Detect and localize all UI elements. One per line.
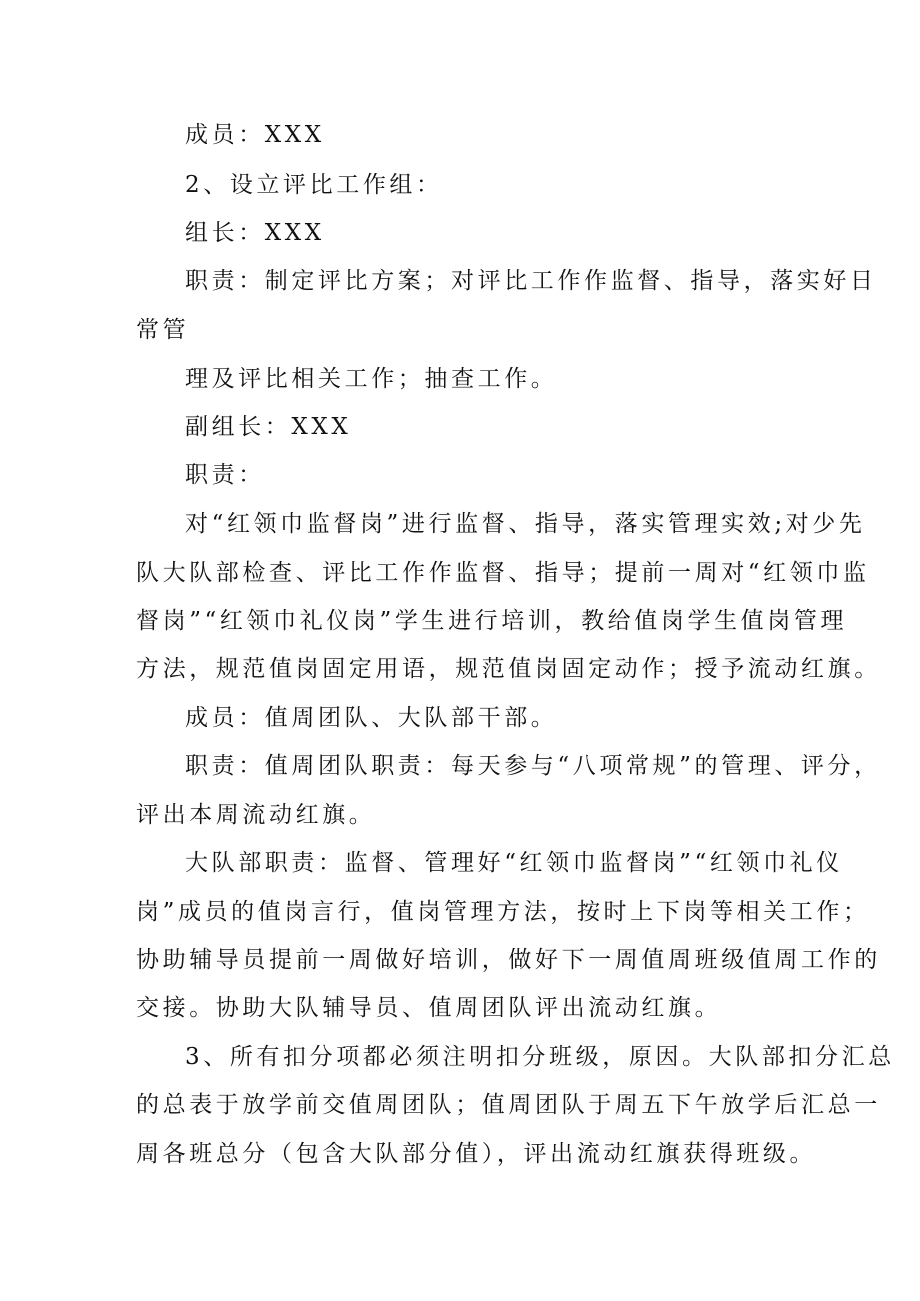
leader-duties-line-3: 理及评比相关工作；抽查工作。 xyxy=(185,366,558,392)
members-line-1: 成员：XXX xyxy=(185,122,325,148)
deputy-duties-para-line-2: 队大队部检查、评比工作作监督、指导；提前一周对“红领巾监 xyxy=(136,560,870,586)
members-line-2: 成员：值周团队、大队部干部。 xyxy=(185,705,558,731)
team-duties-line-2: 评出本周流动红旗。 xyxy=(136,802,376,828)
deputy-leader-line: 副组长：XXX xyxy=(185,414,352,440)
brigade-duties-line-1: 大队部职责：监督、管理好“红领巾监督岗”“红领巾礼仪 xyxy=(185,850,843,876)
section-3-line-3: 周各班总分（包含大队部分值），评出流动红旗获得班级。 xyxy=(136,1141,817,1167)
team-duties-line-1: 职责：值周团队职责：每天参与“八项常规”的管理、评分， xyxy=(185,753,881,779)
leader-duties-line-1: 职责：制定评比方案；对评比工作作监督、指导，落实好日 xyxy=(185,268,877,294)
deputy-duties-label: 职责： xyxy=(185,462,265,488)
deputy-duties-para-line-4: 方法，规范值岗固定用语，规范值岗固定动作；授予流动红旗。 xyxy=(136,656,881,682)
group-leader-line: 组长：XXX xyxy=(185,220,325,246)
deputy-duties-para-line-1: 对“红领巾监督岗”进行监督、指导，落实管理实效;对少先 xyxy=(185,511,866,537)
section-3-line-2: 的总表于放学前交值周团队；值周团队于周五下午放学后汇总一 xyxy=(136,1092,881,1118)
brigade-duties-line-3: 协助辅导员提前一周做好培训，做好下一周值周班级值周工作的 xyxy=(136,947,881,973)
brigade-duties-line-4: 交接。协助大队辅导员、值周团队评出流动红旗。 xyxy=(136,995,722,1021)
section-2-heading: 2、设立评比工作组： xyxy=(185,172,443,198)
section-3-line-1: 3、所有扣分项都必须注明扣分班级，原因。大队部扣分汇总 xyxy=(185,1044,895,1070)
leader-duties-line-2: 常管 xyxy=(136,317,190,343)
brigade-duties-line-2: 岗”成员的值岗言行，值岗管理方法，按时上下岗等相关工作； xyxy=(136,899,870,925)
deputy-duties-para-line-3: 督岗”“红领巾礼仪岗”学生进行培训，教给值岗学生值岗管理 xyxy=(136,608,848,634)
